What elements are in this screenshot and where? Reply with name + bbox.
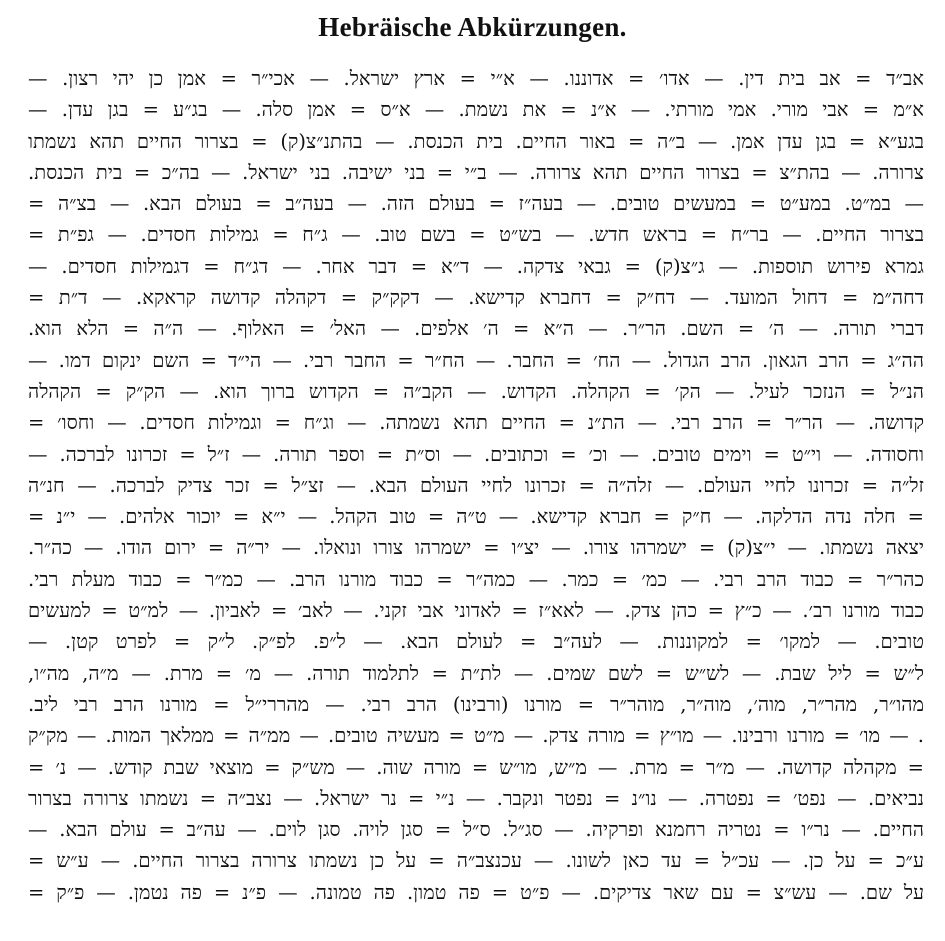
page-title: Hebräische Abkürzungen.: [318, 12, 627, 42]
text-line: קדושה. — הר״ר = הרב רבי. — הת״נ = החיים תהא נשמתה. — וג״ח = וגמילות חסדים. — וחסו׳ =: [28, 411, 924, 435]
text-line: הנ״ל = הנזכר לעיל. — הק׳ = הקהלה. הקדוש. — הקב״ה = הקדוש ברוך הוא. — הק״ק = הקהלה: [28, 379, 924, 403]
text-line: החיים. — נר״ו = נטריה רחמנא ופרקיה. — סג״ל. ס״ל = סגן לויה. סגן לוים. — עה״ב = עולם הבא. —: [28, 818, 924, 842]
text-line: על שם. — עש״צ = עם שאר צדיקים. — פ״ט = פה טמון. פה טמונה. — פ״נ = פה נטמן. — פ״ק =: [28, 880, 924, 904]
text-line: ע״כ = על כן. — עכ״ל = עד כאן לשונו. — עכנצב״ה = על כן נשמתו צרורה בצרור החיים. — ע״ש =: [28, 849, 924, 873]
text-line: . — מו׳ = מורנו ורבינו. — מו״ץ = מורה צדק. — מ״ט = מעשיה טובים. — ממ״ה = ממלאך המות. — מק״ק: [28, 724, 924, 748]
text-line: בצרור החיים. — בר״ח = בראש חדש. — בש״ט = בשם טוב. — ג״ח = גמילות חסדים. — גפ״ת =: [28, 223, 924, 247]
text-line: אב״ד = אב בית דין. — אדו׳ = אדוננו. — א״י = ארץ ישראל. — אכי״ר = אמן כן יהי רצון. —: [28, 67, 924, 90]
text-line: א״מ = אבי מורי. אמי מורתי. — א״נ = את נשמת. — א״ס = אמן סלה. — בג״ע = בגן עדן. —: [28, 98, 924, 122]
text-line: נביאים. — נפט׳ = נפטרה. — נו״נ = נפטר ונקבר. — נ״י = נר ישראל. — נצב״ה = נשמתו צרורה בצרור: [28, 786, 924, 810]
text-line: דחה״מ = דחול המועד. — דח״ק = דחברא קדישא. — דקק״ק = דקהלה קדושה קראקא. — ד״ת =: [28, 286, 924, 310]
text-line: טובים. — למקו׳ = למקוננות. — לעה״ב = לעולם הבא. — ל״פ. לפ״ק. ל״ק = לפרט קטן. —: [28, 630, 924, 654]
text-line: דברי תורה. — ה׳ = השם. הר״ר. — ה״א = ה׳ אלפים. — האל׳ = האלוף. — ה״ה = הלא הוא.: [28, 317, 924, 341]
text-line: = מקהלה קדושה. — מ״ר = מרת. — מ״ש, מו״ש = מורה שוה. — מש״ק = מוצאי שבת קודש. — נ׳ =: [28, 755, 924, 779]
text-line: כבוד מורנו רב׳. — כ״ץ = כהן צדק. — לאא״ז = לאדוני אבי זקני. — לאב׳ = לאביון. — למ״ט = למעשים: [28, 599, 924, 623]
text-line: וחסודה. — וי״ט = וימים טובים. — וכ׳ = וכתובים. — וס״ת = וספר תורה. — ז״ל = זכרונו לברכה. —: [28, 442, 924, 466]
text-line: ל״ש = ליל שבת. — לש״ש = לשם שמים. — לת״ת = לתלמוד תורה. — מ׳ = מרת. — מ״ה, מה״ו,: [28, 661, 924, 685]
text-line: כהר״ר = כבוד הרב רבי. — כמ׳ = כמר. — כמה״ר = כבוד מורנו הרב. — כמ״ר = כבוד מעלת רבי.: [28, 567, 924, 591]
text-line: יצאה נשמתו. — י״צ(ק) = ישמרהו צורו. — יצ״ו = ישמרהו צורו ונואלו. — יר״ה = ירום הודו. — כה״ר.: [28, 536, 924, 560]
text-line: = חלה נדה הדלקה. — ח״ק = חברא קדישא. — ט״ה = טוב הקהל. — י״א = יוכור אלהים. — י״נ =: [28, 505, 924, 529]
text-line: — במ״ט. במע״ט = במעשים טובים. — בעה״ז = בעולם הזה. — בעה״ב = בעולם הבא. — בצ״ה =: [28, 192, 924, 216]
text-line: מהו״ר, מהר״ר, מוה׳, מוה״ר, מוהר״ר = מורנו (ורבינו) הרב רבי. — מהררי״ל = מורנו הרב רבי ליב.: [28, 692, 924, 716]
text-line: בגע״א = בגן עדן אמן. — ב״ה = באור החיים. בית הכנסת. — בהתנ״צ(ק) = בצרור החיים תהא נשמתו: [28, 129, 924, 153]
text-line: זל״ה = זכרונו לחיי העולם. — זלה״ה = זכרונו לחיי העולם הבא. — זצ״ל = זכר צדיק לברכה. — חנ״ה: [28, 473, 924, 497]
abbreviation-text-block: [28, 63, 924, 908]
text-line: הה״ג = הרב הגאון. הרב הגדול. — הח׳ = החבר. — הח״ר = החבר רבי. — הי״ד = השם ינקום דמו. —: [28, 348, 924, 372]
text-line: גמרא פירוש תוספות. — ג״צ(ק) = גבאי צדקה. — ד״א = דבר אחר. — דג״ח = דגמילות חסדים. —: [28, 254, 924, 278]
text-line: צרורה. — בהת״צ = בצרור החיים תהא צרורה. — ב״י = בני ישיבה. בני ישראל. — בה״כ = בית הכנסת.: [28, 160, 924, 184]
